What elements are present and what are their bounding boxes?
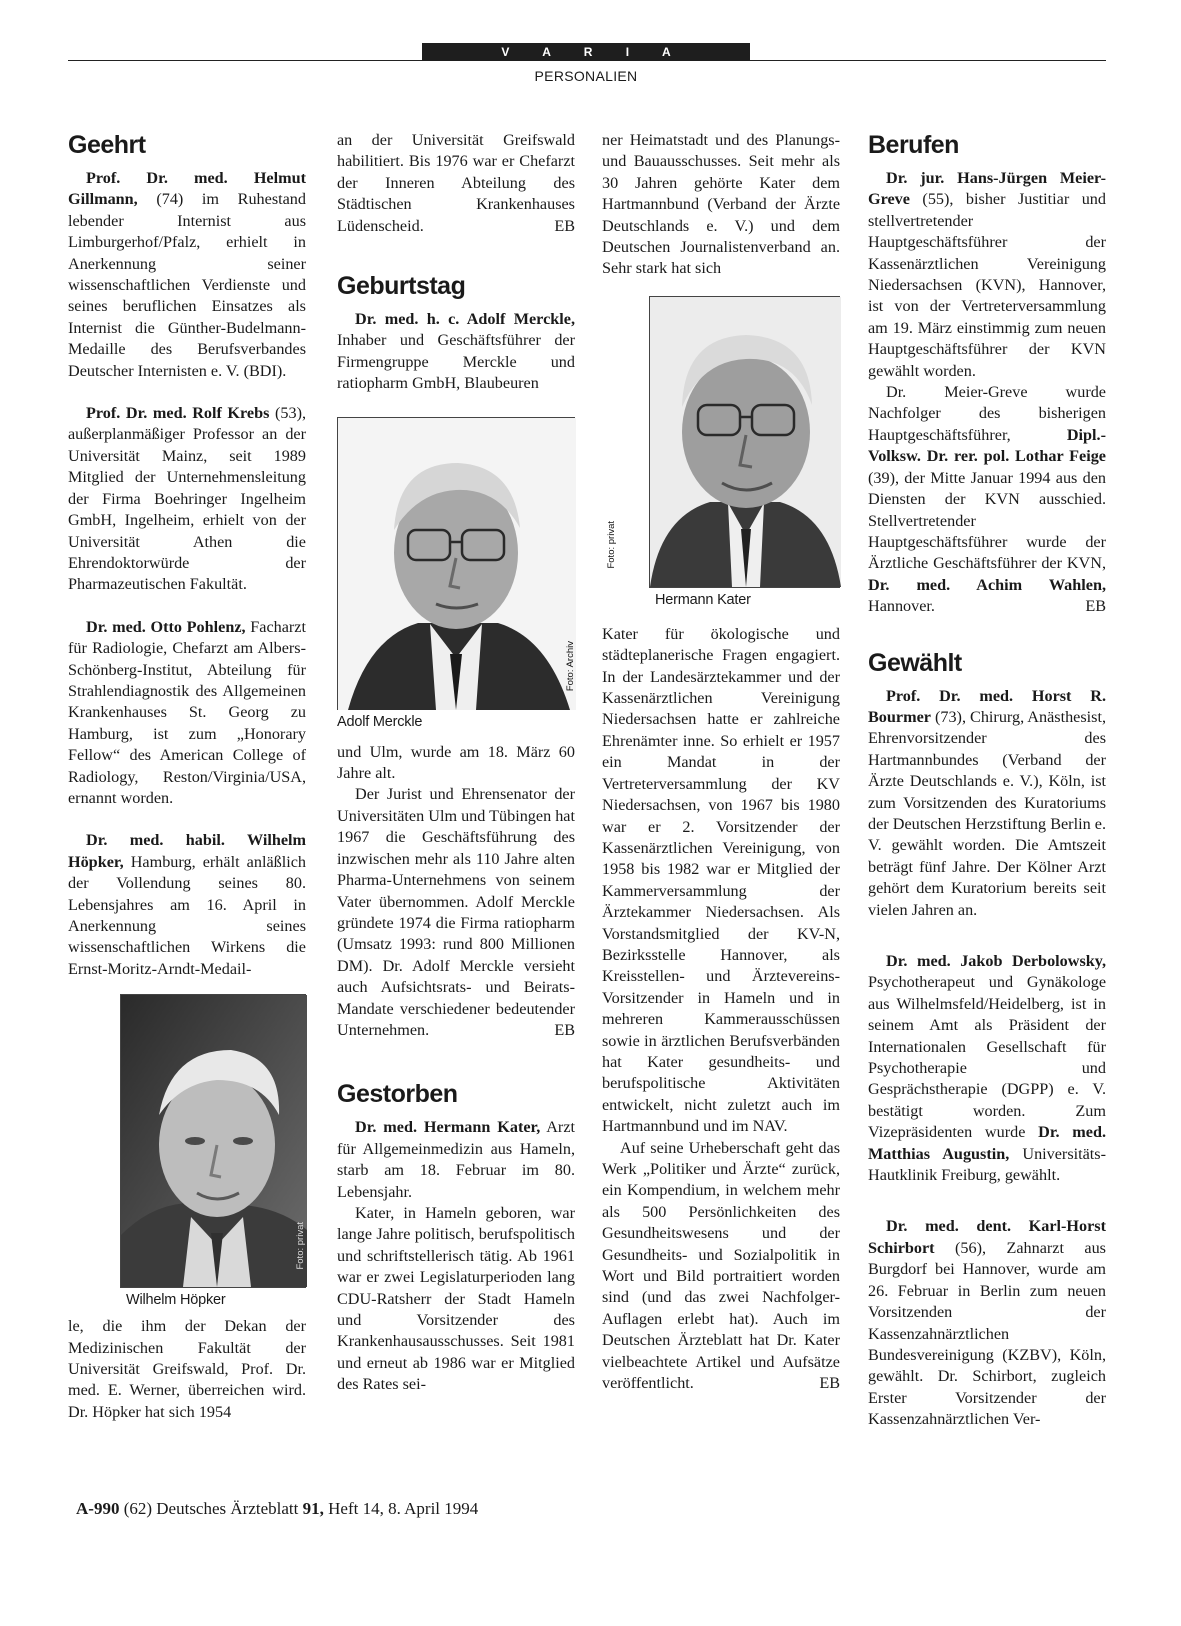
photo-hoepker — [120, 994, 306, 1310]
photo-merckle — [337, 417, 575, 732]
heading-berufen: Berufen — [868, 131, 959, 159]
author-initials: EB — [1085, 597, 1106, 616]
entry-text: (73), Chirurg, Anästhesist, Ehrenvorsitzender des Hartmannbundes (Verband der Ärzte Deutschlands e. V.), Köln, ist zum Vorsitzenden des Kuratoriums der Deutschen Herzstiftung Berlin e. V. gewählt worden. Die Amtszeit beträgt fünf Jahre. Der Kölner Arzt gehört dem Kuratorium bereits seit vielen Jahren an. — [868, 707, 1106, 919]
entry-merckle — [337, 309, 575, 395]
photo-caption: Wilhelm Höpker — [126, 1292, 226, 1309]
entry-text: Hannover. — [868, 597, 935, 616]
page-footer — [76, 1499, 478, 1519]
author-initials: EB — [554, 1020, 575, 1039]
name: Dr. med. Achim Wahlen, — [868, 575, 1106, 594]
name: Dr. med. Jakob Derbolowsky, — [886, 952, 1106, 970]
heading-geehrt: Geehrt — [68, 131, 146, 159]
column-2 — [337, 130, 575, 1396]
entry-schirbort — [868, 1216, 1106, 1430]
heading-gestorben: Gestorben — [337, 1080, 458, 1109]
name: Dr. med. Hermann Kater, — [355, 1118, 541, 1137]
entry-merckle-bio — [337, 784, 575, 1041]
entry-kater-engagement: Kater für ökologische und städteplanerische Fragen engagiert. In der Landesärztekammer und der Kassenärztlichen Vereinigung Niedersachsen hatte er zahlreiche Ehrenämter inne. So erhielt er 1957 ein Mandat in der Vertreterversammlung der KV Niedersachsen, von 1967 bis 1980 war er 2. Vorsitzender der Kassenärztlichen Vereinigung, von 1958 bis 1982 war er Mitglied der Kammerversammlung der Ärztekammer Niedersachsen. Als Vorstandsmitglied der KV-N, Bezirksstelle Hannover, als Kreisstellen- und Ärztevereins-Vorsitzender in Hameln und in mehreren Kammerausschüssen sowie in ärztlichen Berufsverbänden hat Kater gesundheits- und berufspolitische Aktivitäten entwickelt, nicht zuletzt auch im Hartmannbund und im NAV. — [602, 624, 840, 1136]
entry-bourmer — [868, 686, 1106, 921]
photo-caption: Adolf Merckle — [337, 713, 423, 730]
photo-credit: Foto: privat — [606, 521, 617, 569]
portrait-image — [338, 418, 576, 710]
entry-text: an der Universität Greifswald habilitiert. Bis 1976 war er Chefarzt der Inneren Abteilung des Städtischen Krankenhauses Lüdenscheid. — [337, 131, 575, 235]
entry-kater-bio: Kater, in Hameln geboren, war lange Jahre politisch, berufspolitisch und schriftstellerisch tätig. Ab 1961 war er zwei Legislaturperioden lang CDU-Ratsherr der Stadt Hameln und Vorsitzender des Krankenhausausschusses. Seit 1981 und erneut ab 1986 war er Mitglied des Rates sei- — [337, 1203, 575, 1394]
name: Dr. med. habil. Wilhelm Höpker, — [68, 831, 306, 871]
section-banner: V A R I A — [422, 43, 750, 61]
volume: 91, — [302, 1499, 324, 1518]
entry-text: Dr. Meier-Greve wurde Nachfolger des bisherigen Hauptgeschäftsführer, — [868, 383, 1106, 444]
entry-hoepker — [68, 830, 306, 980]
author-initials: EB — [819, 1374, 840, 1393]
photo-credit: Foto: Archiv — [565, 641, 576, 692]
section-kicker: PERSONALIEN — [534, 68, 638, 84]
entry-text: (53), außerplanmäßiger Professor an der Universität Mainz, seit 1989 Mitglied der Unternehmensleitung der Firma Boehringer Ingelheim GmbH, Ingelheim, erhielt von der Universität Athen die Ehrendoktorwürde der Pharmazeutischen Fakultät. — [68, 404, 307, 594]
entry-meier-greve-successor — [868, 382, 1106, 617]
page-number: A-990 — [76, 1499, 120, 1518]
name: Prof. Dr. med. Rolf Krebs — [86, 404, 270, 423]
column-4 — [868, 130, 1106, 1431]
entry-kater-cont: ner Heimatstadt und des Planungs- und Bauausschusses. Seit mehr als 30 Jahren gehörte Kater dem Hartmannbund (Verband der Ärzte Deutschlands e. V.) und dem Deutschen Journalistenverband an. Sehr stark hat sich — [602, 131, 840, 278]
author-initials: EB — [554, 216, 575, 235]
entry-hoepker-cont: le, die ihm der Dekan der Medizinischen Fakultät der Universität Greifswald, Prof. Dr. med. E. Werner, überreichen wird. Dr. Höpker hat sich 1954 — [68, 1317, 306, 1421]
photo-credit: Foto: privat — [295, 1221, 306, 1270]
name: Dr. med. Matthias Augustin, — [868, 1123, 1107, 1163]
entry-text: Universitäts-Hautklinik Freiburg, gewählt. — [868, 1144, 1106, 1185]
entry-text: (74) im Ruhestand lebender Internist aus Limburgerhof/Pfalz, erhielt in Anerkennung seiner wissenschaftlichen Verdienste und seines beruflichen Einsatzes als Internist die Günther-Budelmann-Medaille des Berufsverbandes Deutscher Internisten e. V. (BDI). — [68, 190, 306, 380]
portrait-image — [121, 995, 307, 1287]
name: Prof. Dr. med. Horst R. Bourmer — [868, 686, 1106, 726]
entry-merckle-cont: und Ulm, wurde am 18. März 60 Jahre alt. — [337, 742, 575, 783]
entry-kater-work — [602, 1138, 840, 1395]
name: Dipl.-Volksw. Dr. rer. pol. Lothar Feige — [868, 425, 1106, 466]
issue-date: Heft 14, 8. April 1994 — [323, 1499, 479, 1518]
entry-text: Der Jurist und Ehrensenator der Universitäten Ulm und Tübingen hat 1967 die Geschäftsführung des inzwischen mehr als 110 Jahre alten Pharma-Unternehmens von seinem Vater übernommen. Adolf Merckle gründete 1974 die Firma ratiopharm (Umsatz 1993: rund 800 Millionen DM). Dr. Adolf Merckle versieht auch Aufsichtsrats- und Beirats-Mandate verschiedener bedeutender Unternehmen. — [337, 785, 575, 1039]
name: Dr. med. h. c. Adolf Merckle, — [355, 310, 575, 329]
name: Prof. Dr. med. Helmut Gillmann, — [68, 169, 306, 209]
entry-text: (39), der Mitte Januar 1994 aus den Diensten der KVN ausschied. Stellvertretender Hauptgeschäftsführer wurde der Ärztliche Geschäftsführer der KVN, — [868, 468, 1106, 573]
journal-name: (62) Deutsches Ärzteblatt — [119, 1499, 303, 1518]
photo-kater — [606, 296, 840, 610]
heading-gewaehlt: Gewählt — [868, 648, 962, 677]
column-1 — [68, 130, 306, 1423]
entry-pohlenz — [68, 617, 306, 810]
name: Dr. jur. Hans-Jürgen Meier-Greve — [868, 169, 1106, 209]
portrait-image — [650, 297, 841, 587]
entry-meier-greve — [868, 168, 1106, 382]
name: Dr. med. Otto Pohlenz, — [86, 617, 246, 636]
entry-text: Psychotherapeut und Gynäkologe aus Wilhelmsfeld/Heidelberg, ist in seinem Amt als Präsident der Internationalen Gesellschaft für Psychotherapie und Gesprächstherapie (DGPP) e. V. bestätigt worden. Zum Vizepräsidenten wurde — [868, 973, 1106, 1142]
column-3 — [602, 130, 840, 1394]
entry-text: (55), bisher Justitiar und stellvertretender Hauptgeschäftsführer der Kassenärztlichen Vereinigung Niedersachsen (KVN), Hannover, ist von der Vertreterversammlung am 19. März einstimmig zum neuen Hauptgeschäftsführer der KVN gewählt worden. — [868, 190, 1106, 380]
entry-text: Hamburg, erhält anläßlich der Vollendung seines 80. Lebensjahres am 16. April in Anerkennung seines wissenschaftlichen Wirkens die Ernst-Moritz-Arndt-Medail- — [68, 852, 306, 978]
entry-text: Arzt für Allgemeinmedizin aus Hameln, starb am 18. Februar im 80. Lebensjahr. — [337, 1118, 576, 1201]
photo-caption: Hermann Kater — [655, 591, 751, 608]
entry-gillmann — [68, 168, 306, 382]
entry-hoepker-end — [337, 130, 575, 237]
entry-text: Facharzt für Radiologie, Chefarzt am Albers-Schönberg-Institut, Abteilung für Strahlendiagnostik des Allgemeinen Krankenhauses St. Georg zu Hamburg, ist zum „Honorary Fellow“ des American College of Radiology, Reston/Virginia/USA, ernannt worden. — [68, 617, 306, 807]
entry-text: Auf seine Urheberschaft geht das Werk „Politiker und Ärzte“ zurück, ein Kompendium, in welchem mehr als 500 Persönlichkeiten des Gesundheitswesens und der Gesundheits- und Sozialpolitik in Wort und Bild portraitiert worden sind (und das zwei Nachfolger-Auflagen erlebt hat). Auch im Deutschen Ärzteblatt hat Dr. Kater vielbeachtete Artikel und Aufsätze veröffentlicht. — [602, 1138, 840, 1393]
heading-geburtstag: Geburtstag — [337, 272, 466, 301]
entry-text: (56), Zahnarzt aus Burgdorf bei Hannover, wurde am 26. Februar in Berlin zum neuen Vorsitzenden der Kassenzahnärztlichen Bundesvereinigung (KZBV), Köln, gewählt. Dr. Schirbort, zugleich Erster Vorsitzender der Kassenzahnärztlichen Ver- — [868, 1238, 1106, 1429]
entry-derbolowsky — [868, 951, 1106, 1186]
entry-text: Inhaber und Geschäftsführer der Firmengruppe Merckle und ratiopharm GmbH, Blaubeuren — [337, 331, 575, 393]
entry-kater — [337, 1117, 575, 1203]
name: Dr. med. dent. Karl-Horst Schirbort — [868, 1217, 1106, 1257]
entry-krebs — [68, 403, 306, 596]
